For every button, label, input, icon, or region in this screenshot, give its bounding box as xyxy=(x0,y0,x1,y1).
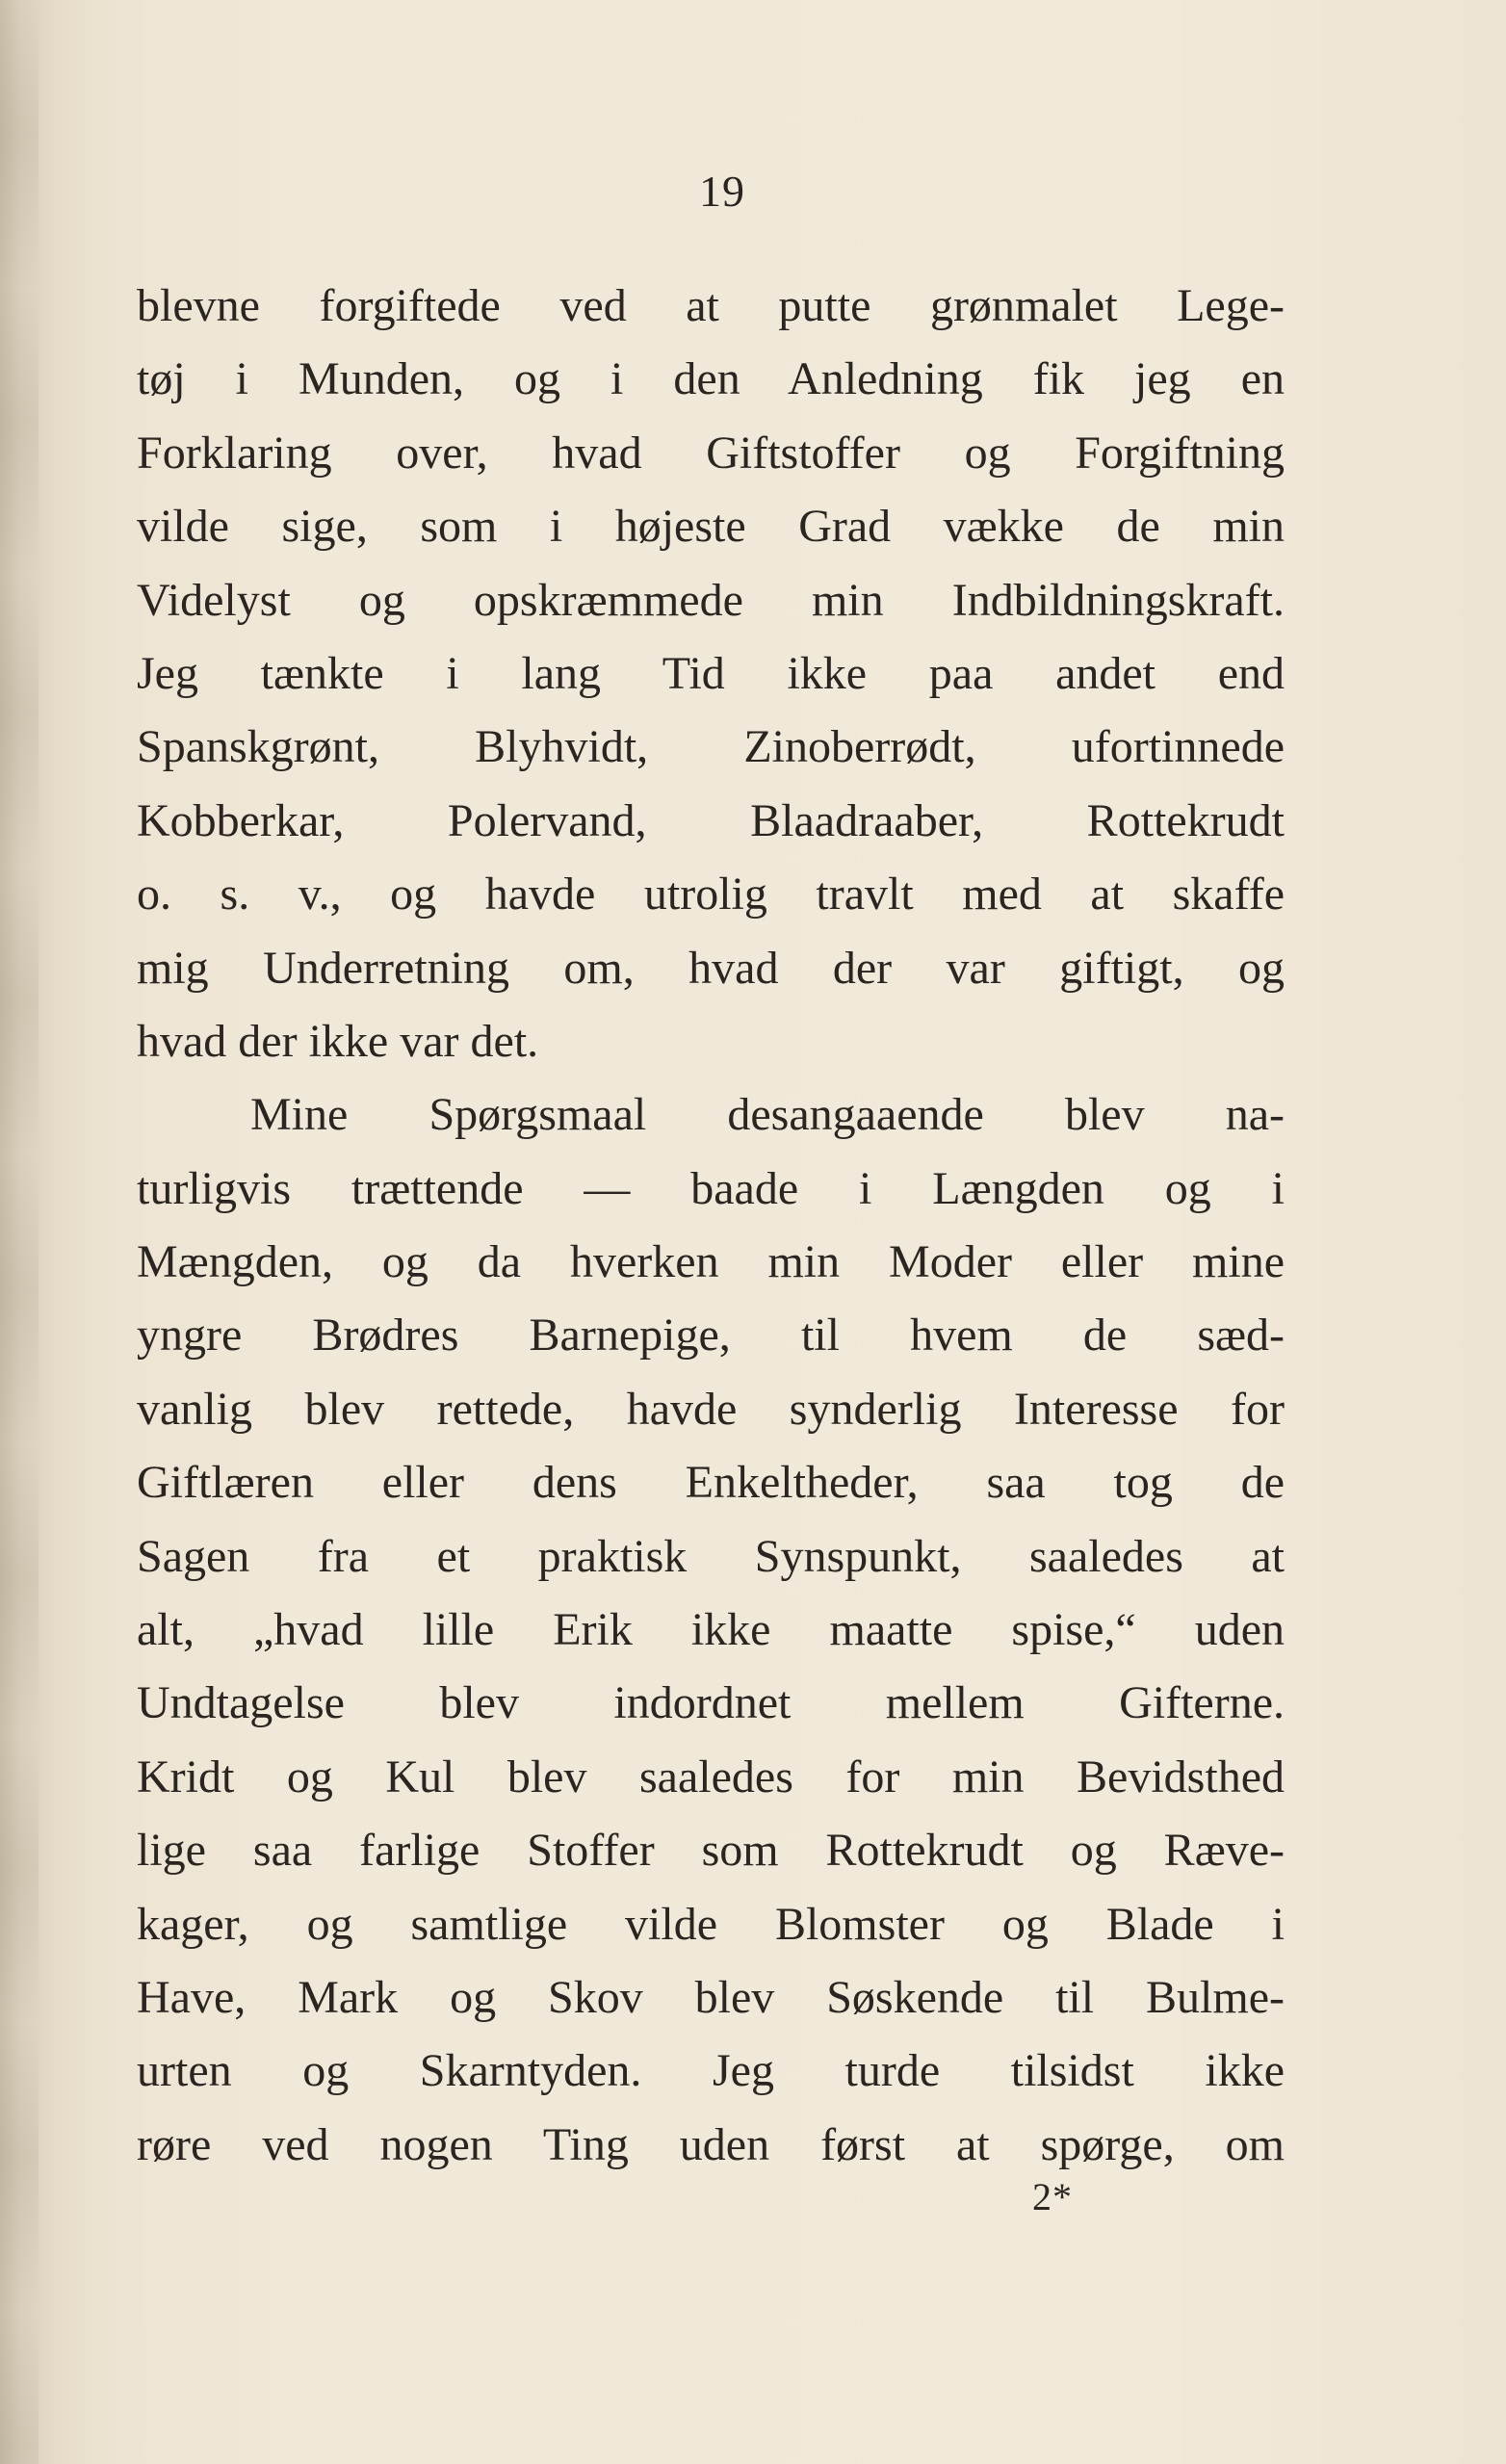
text-line: hvad der ikke var det. xyxy=(137,1015,539,1067)
page-number: 19 xyxy=(699,167,745,216)
text-line: Undtagelse blev indordnet mellem Gifterne. xyxy=(137,1677,1285,1729)
text-line: Have, Mark og Skov blev Søskende til Bulme- xyxy=(137,1971,1285,2023)
text-line: Jeg tænkte i lang Tid ikke paa andet end xyxy=(137,647,1285,699)
text-line: alt, „hvad lille Erik ikke maatte spise,“ uden xyxy=(137,1604,1285,1656)
text-line: vilde sige, som i højeste Grad vække de min xyxy=(137,501,1285,553)
page-spine-shadow xyxy=(0,0,39,2464)
text-line: Sagen fra et praktisk Synspunkt, saaledes at xyxy=(137,1530,1285,1582)
text-line: Giftlæren eller dens Enkeltheder, saa tog de xyxy=(137,1457,1285,1509)
text-line: lige saa farlige Stoffer som Rottekrudt og Ræve- xyxy=(137,1825,1285,1877)
text-line: Videlyst og opskræmmede min Indbildningskraft. xyxy=(137,574,1285,626)
text-line: urten og Skarntyden. Jeg turde tilsidst ikke xyxy=(137,2045,1285,2097)
text-line: Spanskgrønt, Blyhvidt, Zinoberrødt, ufortinnede xyxy=(137,721,1285,773)
text-line: blevne forgiftede ved at putte grønmalet Lege- xyxy=(137,280,1285,331)
text-line: Kobberkar, Polervand, Blaadraaber, Rottekrudt xyxy=(137,794,1285,846)
text-line: turligvis trættende — baade i Længden og i xyxy=(137,1162,1285,1214)
body-text xyxy=(137,270,1285,2182)
text-line: Mængden, og da hverken min Moder eller mine xyxy=(137,1236,1285,1288)
text-line: Mine Spørgsmaal desangaaende blev na- xyxy=(250,1089,1285,1141)
signature-mark: 2* xyxy=(1032,2175,1073,2218)
text-line: Forklaring over, hvad Giftstoffer og Forgiftning xyxy=(137,427,1285,479)
text-line: tøj i Munden, og i den Anledning fik jeg en xyxy=(137,353,1285,405)
text-line: kager, og samtlige vilde Blomster og Blade i xyxy=(137,1898,1285,1950)
text-line: røre ved nogen Ting uden først at spørge, om xyxy=(137,2118,1285,2170)
text-line: vanlig blev rettede, havde synderlig Interesse for xyxy=(137,1383,1285,1435)
text-line: Kridt og Kul blev saaledes for min Bevidsthed xyxy=(137,1751,1285,1803)
text-line: mig Underretning om, hvad der var giftigt, og xyxy=(137,942,1285,994)
text-line: yngre Brødres Barnepige, til hvem de sæd- xyxy=(137,1310,1285,1362)
text-line: o. s. v., og havde utrolig travlt med at skaffe xyxy=(137,869,1285,921)
